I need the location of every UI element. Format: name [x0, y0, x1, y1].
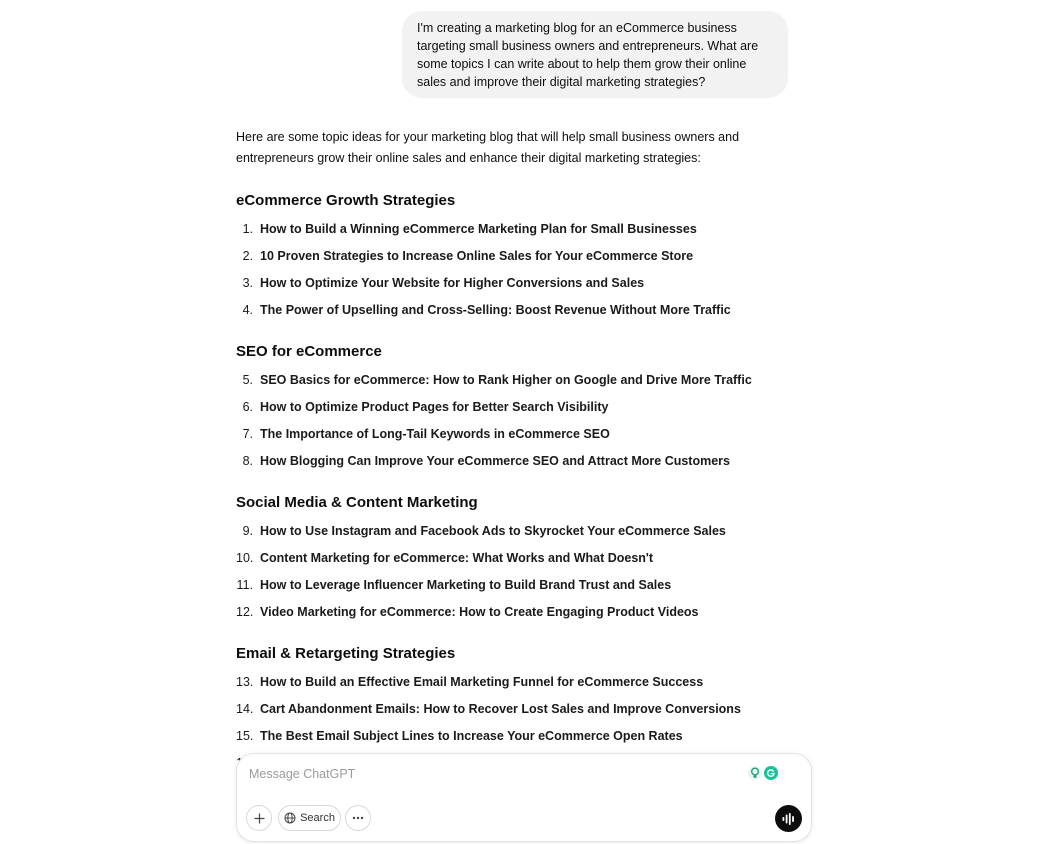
response-intro: Here are some topic ideas for your marketing blog that will help small business owners and entrepreneurs grow their online sales and enhance their digital marketing strategies:: [236, 130, 740, 165]
user-message-bubble: [402, 11, 788, 98]
topic-list: [236, 518, 796, 626]
item-text: How Blogging Can Improve Your eCommerce SEO and Attract More Customers: [260, 454, 730, 468]
list-item: [236, 216, 796, 243]
item-number: 11.: [236, 578, 253, 592]
section-heading: SEO for eCommerce: [236, 343, 382, 360]
list-item: [236, 394, 796, 421]
topic-list: [236, 367, 796, 475]
item-text: The Power of Upselling and Cross-Selling: Boost Revenue Without More Traffic: [260, 303, 731, 317]
section-social: [236, 493, 796, 626]
item-number: 14.: [236, 702, 254, 716]
section-heading: Email & Retargeting Strategies: [236, 645, 456, 662]
grammarly-icon[interactable]: [764, 766, 778, 780]
voice-mode-button[interactable]: [775, 805, 802, 832]
item-number: 3.: [242, 276, 253, 290]
more-options-button[interactable]: [345, 805, 371, 831]
message-input[interactable]: [249, 765, 729, 783]
item-number: 10.: [236, 551, 254, 565]
item-number: 4.: [242, 303, 253, 317]
list-item: [236, 421, 796, 448]
item-text: Cart Abandonment Emails: How to Recover Lost Sales and Improve Conversions: [260, 702, 741, 716]
section-seo: [236, 342, 796, 475]
list-item: [236, 545, 796, 572]
item-number: 15.: [236, 729, 254, 743]
list-item: [236, 518, 796, 545]
item-number: 13.: [236, 675, 254, 689]
item-text: The Importance of Long-Tail Keywords in eCommerce SEO: [260, 427, 610, 441]
item-number: 1.: [242, 222, 253, 236]
ellipsis-icon: [352, 816, 364, 820]
item-text: Content Marketing for eCommerce: What Works and What Doesn't: [260, 551, 654, 565]
item-number: 2.: [242, 249, 253, 263]
list-item: [236, 696, 796, 723]
section-heading: eCommerce Growth Strategies: [236, 192, 456, 209]
list-item: [236, 243, 796, 270]
list-item: [236, 297, 796, 324]
list-item: [236, 723, 796, 750]
lightbulb-icon[interactable]: [748, 766, 762, 780]
section-heading: Social Media & Content Marketing: [236, 494, 478, 511]
add-attachment-button[interactable]: [246, 805, 272, 831]
list-item: [236, 572, 796, 599]
list-item: [236, 669, 796, 696]
extension-icons: [748, 765, 778, 781]
item-number: 9.: [242, 524, 253, 538]
search-button[interactable]: [278, 805, 341, 831]
user-message-text: I'm creating a marketing blog for an eCommerce business targeting small business owners and entrepreneurs. What are some topics I can write about to help them grow their online sales and improve their digital marketing strategies?: [417, 21, 759, 89]
item-text: SEO Basics for eCommerce: How to Rank Higher on Google and Drive More Traffic: [260, 373, 752, 387]
list-item: [236, 448, 796, 475]
assistant-response: [236, 127, 796, 777]
item-number: 8.: [242, 454, 253, 468]
section-growth: [236, 191, 796, 324]
item-text: How to Build a Winning eCommerce Marketing Plan for Small Businesses: [260, 222, 697, 236]
item-number: 5.: [242, 373, 253, 387]
voice-waveform-icon: [782, 813, 795, 825]
topic-list: [236, 216, 796, 324]
item-text: How to Use Instagram and Facebook Ads to Skyrocket Your eCommerce Sales: [260, 524, 726, 538]
plus-icon: [254, 813, 265, 824]
item-text: 10 Proven Strategies to Increase Online Sales for Your eCommerce Store: [260, 249, 694, 263]
list-item: [236, 599, 796, 626]
item-text: How to Leverage Influencer Marketing to Build Brand Trust and Sales: [260, 578, 672, 592]
list-item: [236, 367, 796, 394]
item-number: 12.: [236, 605, 254, 619]
item-text: How to Optimize Product Pages for Better Search Visibility: [260, 400, 609, 414]
globe-icon: [284, 812, 296, 824]
item-text: How to Build an Effective Email Marketing Funnel for eCommerce Success: [260, 675, 704, 689]
item-number: 7.: [242, 427, 253, 441]
item-text: The Best Email Subject Lines to Increase Your eCommerce Open Rates: [260, 729, 683, 743]
search-button-label: Search: [300, 812, 335, 824]
message-composer: [236, 753, 812, 842]
item-number: 6.: [242, 400, 253, 414]
item-text: Video Marketing for eCommerce: How to Create Engaging Product Videos: [260, 605, 699, 619]
item-text: How to Optimize Your Website for Higher Conversions and Sales: [260, 276, 645, 290]
list-item: [236, 270, 796, 297]
